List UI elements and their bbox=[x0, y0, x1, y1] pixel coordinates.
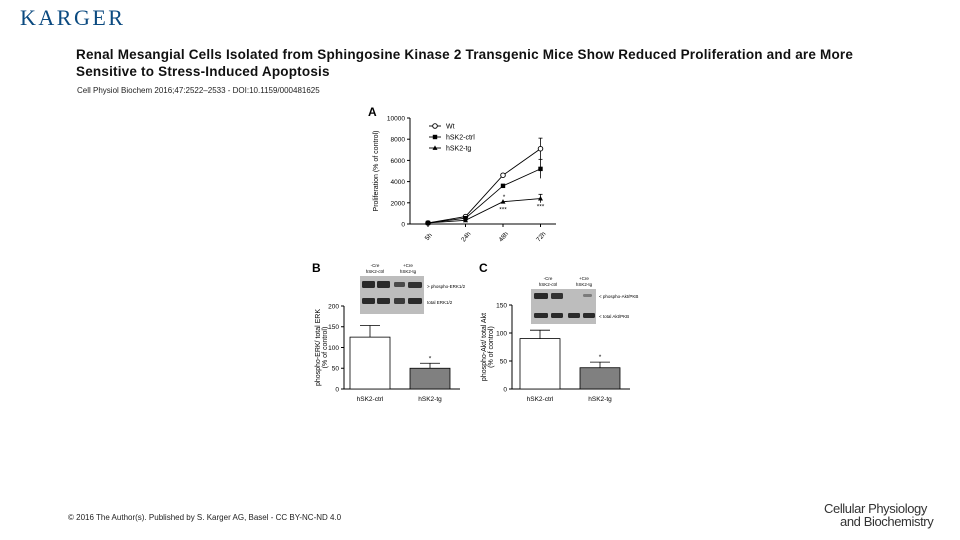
panel-a-x-tick-label: 5h bbox=[423, 232, 434, 243]
panel-c-y-tick-label: 150 bbox=[496, 302, 507, 310]
panel-b-y-axis-label: phospho-ERK/ total ERK bbox=[315, 308, 322, 387]
panel-b-y-axis-label: (% of control) bbox=[322, 326, 329, 369]
panel-c-y-tick-label: 0 bbox=[503, 386, 507, 394]
panel-a-legend-label: hSK2-tg bbox=[446, 145, 472, 153]
panel-c-y-axis-label: phospho-Akt/ total Akt bbox=[481, 312, 488, 382]
panel-a-y-tick-label: 6000 bbox=[390, 157, 405, 165]
panel-b-lane-label: hSK2-tg bbox=[399, 269, 417, 274]
panel-b-letter: B bbox=[312, 261, 321, 275]
panel-a-series-line bbox=[428, 149, 541, 223]
panel-c-lane-label: hSK2-ctrl bbox=[538, 282, 558, 287]
panel-c-lane-label: -Cre bbox=[543, 276, 553, 281]
panel-a-significance-label: *** bbox=[536, 203, 545, 211]
panel-b-x-tick-label: hSK2-ctrl bbox=[356, 396, 384, 403]
journal-logo bbox=[824, 502, 933, 528]
panel-a-x-tick-label: 24h bbox=[460, 230, 473, 244]
panel-a-letter: A bbox=[368, 105, 377, 119]
panel-a-legend-marker bbox=[433, 124, 438, 129]
panel-a-x-tick-label: 48h bbox=[497, 230, 511, 244]
panel-c-blot-band bbox=[551, 313, 563, 318]
panel-b-y-tick-label: 0 bbox=[335, 386, 339, 394]
panel-a-data-point bbox=[538, 167, 542, 171]
panel-b-y-tick-label: 50 bbox=[331, 365, 339, 373]
panel-a-significance-label: *** bbox=[499, 206, 507, 214]
panel-c-blot-band bbox=[583, 294, 592, 297]
journal-name-line-2: and Biochemistry bbox=[840, 514, 934, 529]
panel-a-significance-label: * bbox=[502, 193, 506, 201]
panel-c-significance-label: * bbox=[598, 354, 602, 362]
panel-a-data-point bbox=[501, 184, 505, 188]
panel-b-blot-row-label: total ERK1/2 bbox=[427, 300, 453, 305]
panel-c-blot-band bbox=[551, 293, 563, 299]
panel-a-y-tick-label: 4000 bbox=[390, 179, 405, 187]
panel-a-y-tick-label: 2000 bbox=[390, 200, 405, 208]
panel-a-y-tick-label: 8000 bbox=[390, 136, 405, 144]
panel-b-y-tick-label: 200 bbox=[328, 303, 339, 311]
panel-a-y-tick-label: 0 bbox=[401, 221, 405, 229]
panel-c-lane-label: hSK2-tg bbox=[575, 282, 593, 287]
journal-name-line-1: Cellular Physiology bbox=[824, 501, 927, 516]
panel-b-blot-band bbox=[394, 298, 405, 304]
panel-b-blot-band bbox=[408, 298, 422, 304]
slide-title: Renal Mesangial Cells Isolated from Sphingosine Kinase 2 Transgenic Mice Show Reduced Proliferation and are More Sensitive to Stress-Induced Apoptosis bbox=[76, 47, 854, 79]
panel-c-y-tick-label: 50 bbox=[499, 358, 507, 366]
panel-b-y-tick-label: 100 bbox=[328, 344, 339, 352]
panel-b-bar bbox=[410, 368, 450, 389]
copyright-footer: © 2016 The Author(s). Published by S. Karger AG, Basel - CC BY-NC-ND 4.0 bbox=[68, 513, 342, 522]
panel-b-lane-label: -Cre bbox=[370, 263, 380, 268]
panel-a-data-point bbox=[538, 196, 543, 201]
panel-c-blot-band bbox=[583, 313, 595, 318]
panel-b-blot-band bbox=[408, 282, 422, 288]
panel-a-y-tick-label: 10000 bbox=[386, 115, 405, 123]
panel-b-blot-row-label: > phospho-ERK1/2 bbox=[427, 284, 466, 289]
panel-b-y-tick-label: 150 bbox=[328, 324, 339, 332]
panel-c-y-tick-label: 100 bbox=[496, 330, 507, 338]
panel-a-legend-marker bbox=[433, 135, 437, 139]
panel-c-blot-band bbox=[534, 293, 548, 299]
panel-c-y-axis-label: (% of control) bbox=[488, 326, 495, 368]
panel-c-blot-row-label: < phospho-Akt/PKB bbox=[599, 294, 639, 299]
panel-c-letter: C bbox=[479, 261, 488, 275]
karger-logo: KARGER bbox=[20, 5, 126, 30]
panel-a-data-point bbox=[538, 146, 543, 151]
panel-b-blot-band bbox=[362, 281, 375, 288]
panel-b-blot-band bbox=[377, 298, 390, 304]
panel-b-blot-band bbox=[377, 281, 390, 288]
panel-b-lane-label: +Cre bbox=[403, 263, 413, 268]
panel-b-x-tick-label: hSK2-tg bbox=[418, 396, 442, 403]
panel-b-lane-label: hSK2-ctrl bbox=[365, 269, 385, 274]
panel-c-x-tick-label: hSK2-tg bbox=[588, 396, 612, 403]
citation: Cell Physiol Biochem 2016;47:2522–2533 - DOI:10.1159/000481625 bbox=[77, 86, 320, 95]
panel-a-data-point bbox=[501, 173, 506, 178]
panel-a-x-tick-label: 72h bbox=[535, 230, 548, 244]
panel-b-bar bbox=[350, 337, 390, 389]
panel-a-y-axis-label: Proliferation (% of control) bbox=[373, 130, 380, 212]
panel-b-blot-band bbox=[362, 298, 375, 304]
panel-b-significance-label: * bbox=[428, 355, 432, 363]
panel-c-blot-band bbox=[568, 313, 580, 318]
panel-c-blot-band bbox=[534, 313, 548, 318]
panel-a-legend-label: Wt bbox=[446, 123, 455, 131]
panel-a-legend-label: hSK2-ctrl bbox=[446, 134, 475, 142]
panel-c-bar bbox=[520, 339, 560, 389]
panel-c-blot-row-label: < total Akt/PKB bbox=[599, 314, 630, 319]
panel-b-blot-band bbox=[394, 282, 405, 287]
panel-c-bar bbox=[580, 368, 620, 389]
panel-c-x-tick-label: hSK2-ctrl bbox=[526, 396, 554, 403]
panel-c-lane-label: +Cre bbox=[579, 276, 589, 281]
